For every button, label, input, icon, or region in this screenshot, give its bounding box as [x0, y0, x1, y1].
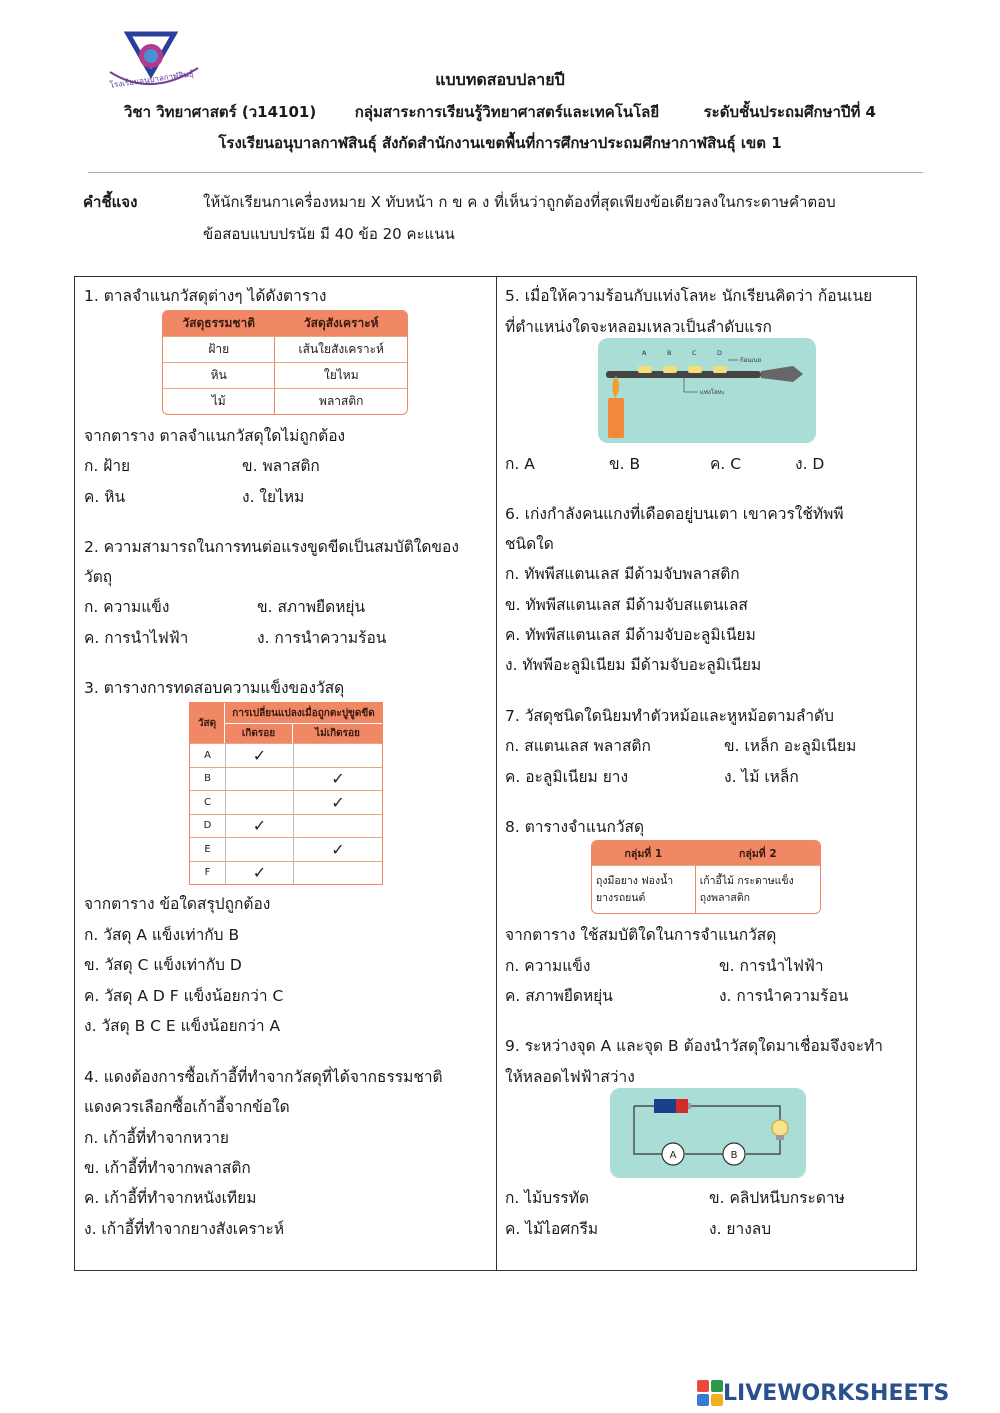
q5-butter-b — [663, 366, 677, 373]
q3-mark: ✓ — [293, 790, 382, 814]
q8-header-group-2: กลุ่มที่ 2 — [695, 841, 820, 865]
q5-label-d: D — [717, 349, 723, 357]
q7-option-b[interactable]: ข. เหล็ก อะลูมิเนียม — [724, 737, 857, 755]
q9-battery — [654, 1099, 676, 1113]
q4-option-b[interactable]: ข. เก้าอี้ที่ทำจากพลาสติก — [84, 1159, 251, 1177]
q3-header-top: การเปลี่ยนแปลงเมื่อถูกตะปูขูดขีด — [225, 703, 382, 723]
q3-material: D — [190, 814, 225, 838]
q2-text-1: 2. ความสามารถในการทนต่อแรงขูดขีดเป็นสมบัติใดของ — [84, 538, 459, 556]
q8-group-1-line-1: ถุงมือยาง ฟองน้ำ — [596, 874, 674, 887]
subject-line — [0, 100, 1000, 124]
q8-group-1-line-2: ยางรถยนต์ — [596, 891, 646, 904]
q8-header-group-1: กลุ่มที่ 1 — [592, 841, 695, 865]
q6-text-2: ชนิดใด — [505, 535, 554, 553]
q3-header-no-scratch: ไม่เกิดรอย — [293, 723, 382, 743]
q1-question: จากตาราง ตาลจำแนกวัสดุใดไม่ถูกต้อง — [84, 427, 346, 445]
q8-group-2-cell — [695, 865, 820, 913]
q5-label-a: A — [642, 349, 647, 357]
q9-option-a[interactable]: ก. ไม้บรรทัด — [505, 1189, 590, 1207]
q3-mark — [225, 837, 293, 861]
q9-text-1: 9. ระหว่างจุด A และจุด B ต้องนำวัสดุใดมาเชื่อมจึงจะทำ — [505, 1037, 883, 1055]
q1-cell: ใยไหม — [274, 362, 407, 388]
q9-text-2: ให้หลอดไฟฟ้าสว่าง — [505, 1068, 635, 1086]
q1-cell: หิน — [163, 362, 274, 388]
q9-option-c[interactable]: ค. ไม้ไอศกรีม — [505, 1220, 599, 1238]
q7-option-d[interactable]: ง. ไม้ เหล็ก — [724, 768, 799, 786]
subject-name: วิชา วิทยาศาสตร์ (ว14101) — [124, 103, 317, 121]
q3-mark — [293, 743, 382, 767]
header-divider — [88, 172, 923, 173]
q2-option-c[interactable]: ค. การนำไฟฟ้า — [84, 629, 189, 647]
q5-label-c: C — [692, 349, 697, 357]
q5-option-b[interactable]: ข. B — [609, 455, 641, 473]
q3-material: B — [190, 767, 225, 791]
q6-option-a[interactable]: ก. ทัพพีสแตนเลส มีด้ามจับพลาสติก — [505, 565, 740, 583]
instructions-line-1: ให้นักเรียนกาเครื่องหมาย X ทับหน้า ก ข ค ง ที่เห็นว่าถูกต้องที่สุดเพียงข้อเดียวลงในกระดาษคำตอบ — [203, 193, 836, 211]
q5-butter-c — [688, 366, 702, 373]
q1-cell: เส้นใยสังเคราะห์ — [274, 336, 407, 362]
liveworksheets-logo[interactable] — [697, 1378, 949, 1408]
q5-heat-diagram — [598, 338, 816, 443]
q9-bulb — [772, 1120, 788, 1136]
q8-text: 8. ตารางจำแนกวัสดุ — [505, 818, 645, 836]
q8-question: จากตาราง ใช้สมบัติใดในการจำแนกวัสดุ — [505, 926, 777, 944]
q3-mark: ✓ — [225, 743, 293, 767]
q3-mark — [293, 814, 382, 838]
instructions-line-2: ข้อสอบแบบปรนัย มี 40 ข้อ 20 คะแนน — [203, 225, 455, 243]
q1-option-c[interactable]: ค. หิน — [84, 488, 126, 506]
q3-header-scratch: เกิดรอย — [225, 723, 293, 743]
q1-option-a[interactable]: ก. ฝ้าย — [84, 457, 131, 475]
q3-table — [189, 702, 383, 885]
q1-table — [162, 310, 408, 415]
q3-mark — [225, 790, 293, 814]
q5-option-d[interactable]: ง. D — [795, 455, 825, 473]
q9-option-d[interactable]: ง. ยางลบ — [709, 1220, 772, 1238]
q1-option-d[interactable]: ง. ใยไหม — [242, 488, 305, 506]
q9-label-b: B — [730, 1150, 738, 1161]
q3-mark: ✓ — [225, 861, 293, 885]
q5-butter-a — [638, 366, 652, 373]
q3-mark: ✓ — [225, 814, 293, 838]
q8-group-2-line-2: ถุงพลาสติก — [699, 891, 751, 904]
q6-option-d[interactable]: ง. ทัพพีอะลูมิเนียม มีด้ามจับอะลูมิเนียม — [505, 656, 762, 674]
q5-label-b: B — [667, 349, 672, 357]
q4-option-c[interactable]: ค. เก้าอี้ที่ทำจากหนังเทียม — [84, 1189, 257, 1207]
q1-cell: พลาสติก — [274, 388, 407, 414]
q4-text-1: 4. แดงต้องการซื้อเก้าอี้ที่ทำจากวัสดุที่ได้จากธรรมชาติ — [84, 1068, 443, 1086]
q3-question: จากตาราง ข้อใดสรุปถูกต้อง — [84, 895, 271, 913]
q1-option-b[interactable]: ข. พลาสติก — [242, 457, 320, 475]
q3-material: E — [190, 837, 225, 861]
q5-rod-label: แท่งโลหะ — [700, 389, 725, 396]
q5-option-c[interactable]: ค. C — [710, 455, 742, 473]
q7-option-c[interactable]: ค. อะลูมิเนียม ยาง — [505, 768, 629, 786]
q8-group-1-cell — [592, 865, 695, 913]
q1-header-natural: วัสดุธรรมชาติ — [163, 311, 274, 336]
q3-option-d[interactable]: ง. วัสดุ B C E แข็งน้อยกว่า A — [84, 1017, 281, 1035]
q6-text-1: 6. เก่งกำลังคนแกงที่เดือดอยู่บนเตา เขาควรใช้ทัพพี — [505, 505, 844, 523]
q4-text-2: แดงควรเลือกซื้อเก้าอี้จากข้อใด — [84, 1098, 290, 1116]
q1-text: 1. ตาลจำแนกวัสดุต่างๆ ได้ดังตาราง — [84, 287, 327, 305]
q9-option-b[interactable]: ข. คลิปหนีบกระดาษ — [709, 1189, 845, 1207]
q3-option-a[interactable]: ก. วัสดุ A แข็งเท่ากับ B — [84, 926, 240, 944]
q1-cell: ฝ้าย — [163, 336, 274, 362]
q5-text-1: 5. เมื่อให้ความร้อนกับแท่งโลหะ นักเรียนคิดว่า ก้อนเนย — [505, 287, 873, 305]
q7-text: 7. วัสดุชนิดใดนิยมทำตัวหม้อและหูหม้อตามลำดับ — [505, 707, 834, 725]
q8-option-b[interactable]: ข. การนำไฟฟ้า — [719, 957, 824, 975]
school-name: โรงเรียนอนุบาลกาฬสินธุ์ สังกัดสำนักงานเขตพื้นที่การศึกษาประถมศึกษากาฬสินธุ์ เขต 1 — [218, 134, 782, 152]
q3-mark: ✓ — [293, 767, 382, 791]
q5-text-2: ที่ตำแหน่งใดจะหลอมเหลวเป็นลำดับแรก — [505, 318, 772, 336]
q3-mark: ✓ — [293, 837, 382, 861]
q3-mark — [293, 861, 382, 885]
liveworksheets-brand: LIVEWORKSHEETS — [723, 1380, 950, 1406]
q2-option-d[interactable]: ง. การนำความร้อน — [257, 629, 387, 647]
q6-option-c[interactable]: ค. ทัพพีสแตนเลส มีด้ามจับอะลูมิเนียม — [505, 626, 756, 644]
q5-option-a[interactable]: ก. A — [505, 455, 535, 473]
q3-material: A — [190, 743, 225, 767]
q2-option-a[interactable]: ก. ความแข็ง — [84, 598, 170, 616]
instructions-label: คำชี้แจง — [83, 193, 138, 211]
q3-text: 3. ตารางการทดสอบความแข็งของวัสดุ — [84, 679, 345, 697]
q2-text-2: วัตถุ — [84, 568, 113, 586]
q8-table — [591, 840, 821, 914]
exam-title: แบบทดสอบปลายปี — [435, 70, 565, 89]
q5-butter-d — [713, 366, 727, 373]
q3-mark — [225, 767, 293, 791]
q8-group-2-line-1: เก้าอี้ไม้ กระดาษแข็ง — [699, 874, 794, 887]
q5-butter-label: ก้อนเนย — [740, 357, 762, 364]
q1-cell: ไม้ — [163, 388, 274, 414]
q3-option-c[interactable]: ค. วัสดุ A D F แข็งน้อยกว่า C — [84, 987, 284, 1005]
q2-option-b[interactable]: ข. สภาพยืดหยุ่น — [257, 598, 366, 616]
q4-option-d[interactable]: ง. เก้าอี้ที่ทำจากยางสังเคราะห์ — [84, 1220, 285, 1238]
column-divider — [496, 276, 497, 1271]
q7-option-a[interactable]: ก. สแตนเลส พลาสติก — [505, 737, 651, 755]
liveworksheets-icon — [697, 1380, 723, 1406]
q3-material: C — [190, 790, 225, 814]
q6-option-b[interactable]: ข. ทัพพีสแตนเลส มีด้ามจับสแตนเลส — [505, 596, 748, 614]
q3-material: F — [190, 861, 225, 885]
q8-option-c[interactable]: ค. สภาพยืดหยุ่น — [505, 987, 613, 1005]
q8-option-d[interactable]: ง. การนำความร้อน — [719, 987, 849, 1005]
grade-level: ระดับชั้นประถมศึกษาปีที่ 4 — [703, 103, 876, 121]
q4-option-a[interactable]: ก. เก้าอี้ที่ทำจากหวาย — [84, 1129, 229, 1147]
q3-header-material: วัสดุ — [190, 703, 225, 743]
q9-label-a: A — [669, 1150, 677, 1161]
q9-circuit-diagram — [610, 1088, 806, 1178]
logo-text: โรงเรียนอนุบาลกาฬสินธุ์ — [109, 69, 195, 90]
learning-group: กลุ่มสาระการเรียนรู้วิทยาศาสตร์และเทคโนโลยี — [354, 103, 660, 121]
q3-option-b[interactable]: ข. วัสดุ C แข็งเท่ากับ D — [84, 956, 242, 974]
q1-header-synthetic: วัสดุสังเคราะห์ — [274, 311, 407, 336]
q8-option-a[interactable]: ก. ความแข็ง — [505, 957, 591, 975]
q5-candle — [608, 398, 624, 438]
